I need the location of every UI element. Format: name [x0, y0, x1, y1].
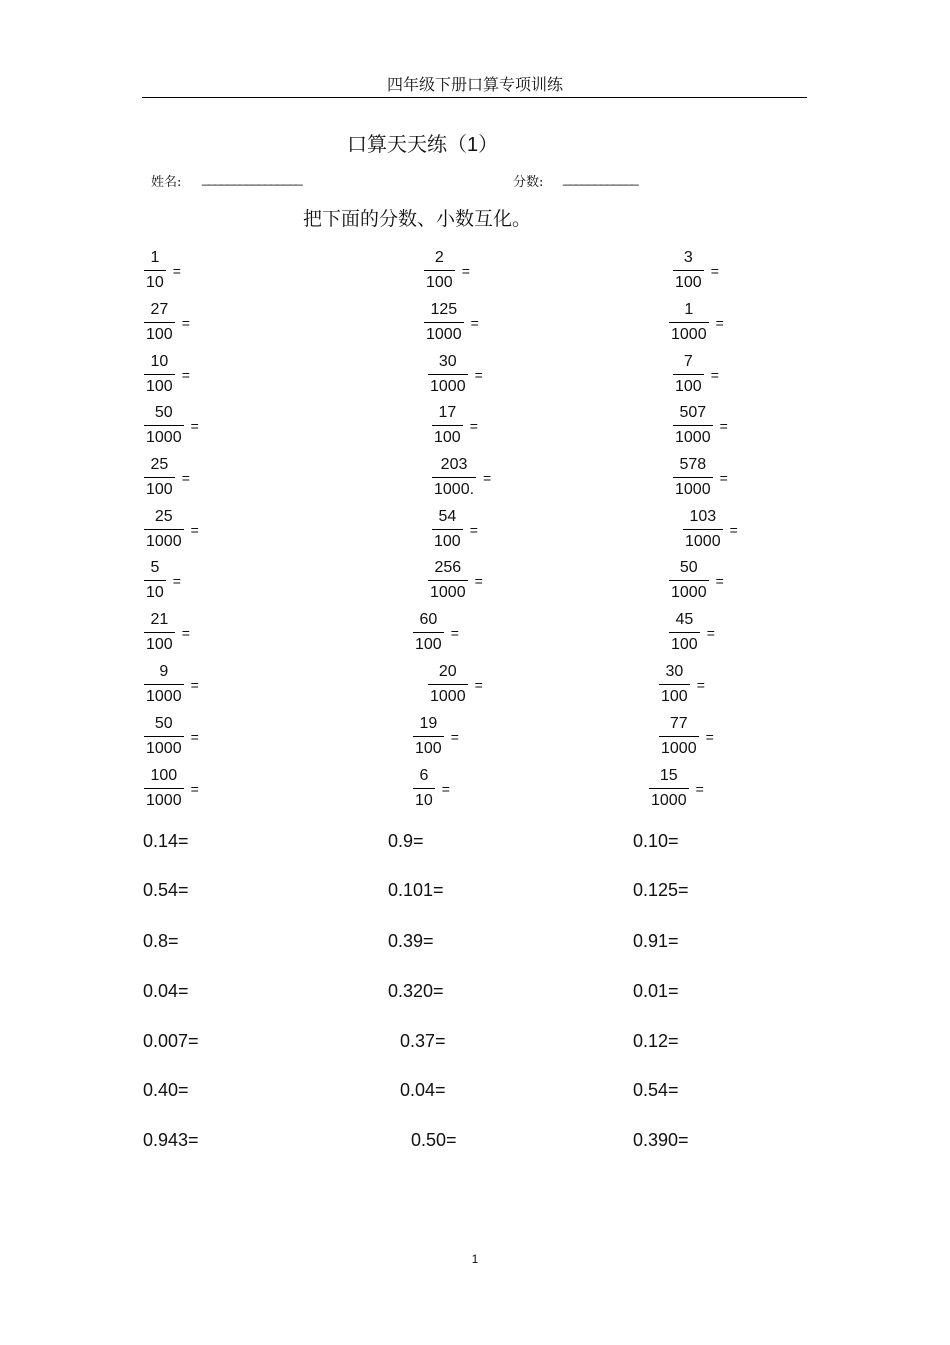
- name-blank[interactable]: ________________: [202, 171, 302, 186]
- header-rule: [142, 97, 807, 98]
- denominator: 100: [426, 274, 453, 291]
- equals-sign: =: [172, 263, 181, 279]
- numerator: 60: [419, 611, 438, 628]
- fraction: [424, 300, 464, 344]
- decimal-problem: 0.390=: [633, 1130, 689, 1150]
- fraction: [144, 766, 184, 810]
- fraction-problem: [432, 403, 478, 447]
- fraction: [428, 558, 468, 602]
- score-label: 分数:: [513, 175, 544, 190]
- fraction-bar: [669, 580, 709, 581]
- fraction-bar: [669, 632, 700, 633]
- fraction: [144, 507, 184, 551]
- fraction-bar: [413, 632, 444, 633]
- equals-sign: =: [483, 470, 492, 486]
- equals-sign: =: [706, 625, 715, 641]
- decimal-problem: 0.12=: [633, 1031, 679, 1051]
- numerator: 30: [438, 353, 457, 370]
- fraction: [424, 248, 455, 292]
- numerator: 25: [154, 508, 173, 525]
- denominator: 100: [671, 636, 698, 653]
- equals-sign: =: [474, 677, 483, 693]
- equals-sign: =: [715, 315, 724, 331]
- equals-sign: =: [474, 367, 483, 383]
- decimal-problem: 0.10=: [633, 831, 679, 851]
- fraction-bar: [432, 425, 463, 426]
- denominator: 1000: [146, 740, 182, 757]
- fraction: [144, 248, 166, 292]
- numerator: 17: [438, 404, 457, 421]
- fraction-problem: [144, 714, 199, 758]
- fraction-problem: [432, 507, 478, 551]
- fraction: [432, 455, 476, 499]
- numerator: 54: [438, 508, 457, 525]
- fraction: [659, 714, 699, 758]
- fraction-bar: [144, 736, 184, 737]
- fraction-bar: [673, 425, 713, 426]
- fraction: [144, 300, 175, 344]
- decimal-problem: 0.320=: [388, 981, 444, 1001]
- denominator: 10: [146, 274, 164, 291]
- numerator: 578: [679, 456, 707, 473]
- equals-sign: =: [710, 263, 719, 279]
- fraction-bar: [673, 374, 704, 375]
- fraction-bar: [144, 425, 184, 426]
- fraction-bar: [673, 477, 713, 478]
- fraction-bar: [144, 632, 175, 633]
- numerator: 19: [419, 715, 438, 732]
- fraction-bar: [144, 529, 184, 530]
- fraction-problem: [144, 507, 199, 551]
- numerator: 25: [150, 456, 169, 473]
- fraction: [673, 455, 713, 499]
- decimal-problem: 0.54=: [143, 880, 189, 900]
- fraction-bar: [413, 788, 435, 789]
- page-number: 1: [471, 1252, 479, 1266]
- numerator: 1: [150, 249, 160, 266]
- fraction-problem: [659, 714, 714, 758]
- numerator: 507: [679, 404, 707, 421]
- fraction-problem: [144, 455, 190, 499]
- numerator: 21: [150, 611, 169, 628]
- numerator: 50: [154, 715, 173, 732]
- fraction-problem: [428, 352, 483, 396]
- denominator: 1000: [430, 378, 466, 395]
- numerator: 1: [684, 301, 694, 318]
- fraction: [432, 507, 463, 551]
- fraction-bar: [428, 684, 468, 685]
- equals-sign: =: [710, 367, 719, 383]
- fraction-problem: [424, 248, 470, 292]
- fraction: [144, 352, 175, 396]
- numerator: 9: [159, 663, 169, 680]
- fraction-problem: [424, 300, 479, 344]
- denominator: 1000: [146, 688, 182, 705]
- decimal-problem: 0.91=: [633, 931, 679, 951]
- denominator: 1000: [430, 688, 466, 705]
- numerator: 125: [430, 301, 458, 318]
- denominator: 1000.: [434, 481, 475, 498]
- fraction-problem: [432, 455, 491, 499]
- denominator: 1000: [671, 326, 707, 343]
- denominator: 100: [675, 274, 702, 291]
- equals-sign: =: [190, 418, 199, 434]
- fraction: [673, 403, 713, 447]
- numerator: 6: [419, 767, 429, 784]
- fraction-bar: [144, 684, 184, 685]
- denominator: 10: [146, 584, 164, 601]
- decimal-problem: 0.50=: [411, 1130, 457, 1150]
- fraction-problem: [673, 352, 719, 396]
- fraction: [413, 766, 435, 810]
- numerator: 203: [440, 456, 468, 473]
- fraction: [669, 558, 709, 602]
- equals-sign: =: [190, 729, 199, 745]
- fraction-bar: [144, 580, 166, 581]
- denominator: 1000: [661, 740, 697, 757]
- fraction-bar: [144, 374, 175, 375]
- equals-sign: =: [441, 781, 450, 797]
- denominator: 100: [146, 636, 173, 653]
- numerator: 5: [150, 559, 160, 576]
- denominator: 100: [675, 378, 702, 395]
- decimal-problem: 0.04=: [143, 981, 189, 1001]
- fraction-problem: [428, 558, 483, 602]
- fraction-problem: [144, 662, 199, 706]
- fraction-bar: [428, 580, 468, 581]
- numerator: 77: [669, 715, 688, 732]
- fraction-bar: [659, 736, 699, 737]
- equals-sign: =: [715, 573, 724, 589]
- equals-sign: =: [181, 470, 190, 486]
- fraction-problem: [673, 403, 728, 447]
- numerator: 50: [154, 404, 173, 421]
- fraction: [649, 766, 689, 810]
- fraction: [144, 662, 184, 706]
- fraction: [669, 610, 700, 654]
- fraction-bar: [432, 529, 463, 530]
- decimal-problem: 0.40=: [143, 1080, 189, 1100]
- worksheet-title: 口算天天练（1）: [347, 134, 499, 156]
- fraction: [432, 403, 463, 447]
- equals-sign: =: [190, 677, 199, 693]
- numerator: 30: [665, 663, 684, 680]
- fraction-bar: [683, 529, 723, 530]
- fraction-problem: [144, 610, 190, 654]
- fraction-bar: [428, 374, 468, 375]
- denominator: 100: [146, 378, 173, 395]
- denominator: 1000: [146, 792, 182, 809]
- fraction-bar: [673, 270, 704, 271]
- decimal-problem: 0.101=: [388, 880, 444, 900]
- fraction-bar: [144, 322, 175, 323]
- numerator: 103: [689, 508, 717, 525]
- equals-sign: =: [696, 677, 705, 693]
- fraction-bar: [649, 788, 689, 789]
- denominator: 100: [415, 636, 442, 653]
- fraction-problem: [144, 248, 181, 292]
- fraction-problem: [428, 662, 483, 706]
- denominator: 1000: [685, 533, 721, 550]
- equals-sign: =: [469, 522, 478, 538]
- denominator: 100: [434, 429, 461, 446]
- equals-sign: =: [181, 315, 190, 331]
- decimal-problem: 0.14=: [143, 831, 189, 851]
- fraction: [428, 662, 468, 706]
- fraction-bar: [413, 736, 444, 737]
- fraction-bar: [144, 477, 175, 478]
- equals-sign: =: [695, 781, 704, 797]
- decimal-problem: 0.37=: [400, 1031, 446, 1051]
- denominator: 100: [415, 740, 442, 757]
- equals-sign: =: [729, 522, 738, 538]
- fraction-bar: [669, 322, 709, 323]
- fraction: [673, 352, 704, 396]
- numerator: 50: [679, 559, 698, 576]
- equals-sign: =: [461, 263, 470, 279]
- denominator: 100: [434, 533, 461, 550]
- fraction: [413, 610, 444, 654]
- equals-sign: =: [172, 573, 181, 589]
- fraction: [673, 248, 704, 292]
- denominator: 1000: [675, 429, 711, 446]
- numerator: 10: [150, 353, 169, 370]
- denominator: 1000: [146, 429, 182, 446]
- decimal-problem: 0.125=: [633, 880, 689, 900]
- fraction-problem: [669, 610, 715, 654]
- numerator: 2: [434, 249, 444, 266]
- fraction: [413, 714, 444, 758]
- numerator: 7: [683, 353, 693, 370]
- equals-sign: =: [181, 367, 190, 383]
- fraction-problem: [413, 766, 450, 810]
- equals-sign: =: [470, 315, 479, 331]
- fraction-bar: [144, 788, 184, 789]
- decimal-problem: 0.01=: [633, 981, 679, 1001]
- fraction-bar: [432, 477, 476, 478]
- decimal-problem: 0.943=: [143, 1130, 199, 1150]
- name-label: 姓名:: [151, 175, 182, 190]
- numerator: 100: [150, 767, 178, 784]
- equals-sign: =: [450, 625, 459, 641]
- fraction-problem: [144, 403, 199, 447]
- numerator: 256: [434, 559, 462, 576]
- fraction: [659, 662, 690, 706]
- numerator: 15: [659, 767, 678, 784]
- decimal-problem: 0.9=: [388, 831, 424, 851]
- decimal-problem: 0.04=: [400, 1080, 446, 1100]
- denominator: 100: [146, 481, 173, 498]
- decimal-problem: 0.007=: [143, 1031, 199, 1051]
- fraction-problem: [659, 662, 705, 706]
- fraction-bar: [424, 322, 464, 323]
- fraction: [144, 403, 184, 447]
- decimal-problem: 0.54=: [633, 1080, 679, 1100]
- header-title: 四年级下册口算专项训练: [386, 75, 563, 94]
- denominator: 1000: [146, 533, 182, 550]
- fraction: [683, 507, 723, 551]
- instruction: 把下面的分数、小数互化。: [303, 209, 532, 230]
- equals-sign: =: [719, 470, 728, 486]
- fraction: [669, 300, 709, 344]
- equals-sign: =: [474, 573, 483, 589]
- fraction-problem: [673, 455, 728, 499]
- equals-sign: =: [469, 418, 478, 434]
- numerator: 45: [675, 611, 694, 628]
- fraction-problem: [673, 248, 719, 292]
- numerator: 3: [683, 249, 693, 266]
- equals-sign: =: [719, 418, 728, 434]
- denominator: 1000: [430, 584, 466, 601]
- denominator: 100: [661, 688, 688, 705]
- denominator: 100: [146, 326, 173, 343]
- denominator: 1000: [675, 481, 711, 498]
- fraction-problem: [413, 610, 459, 654]
- fraction: [144, 610, 175, 654]
- denominator: 10: [415, 792, 433, 809]
- equals-sign: =: [190, 781, 199, 797]
- fraction-bar: [424, 270, 455, 271]
- fraction-problem: [144, 766, 199, 810]
- fraction-problem: [144, 558, 181, 602]
- denominator: 1000: [671, 584, 707, 601]
- decimal-problem: 0.8=: [143, 931, 179, 951]
- equals-sign: =: [450, 729, 459, 745]
- fraction-problem: [669, 558, 724, 602]
- equals-sign: =: [705, 729, 714, 745]
- fraction-problem: [144, 300, 190, 344]
- fraction-problem: [683, 507, 738, 551]
- score-blank[interactable]: ____________: [563, 171, 638, 186]
- fraction: [428, 352, 468, 396]
- equals-sign: =: [190, 522, 199, 538]
- denominator: 1000: [651, 792, 687, 809]
- decimal-problem: 0.39=: [388, 931, 434, 951]
- fraction-problem: [649, 766, 704, 810]
- fraction: [144, 558, 166, 602]
- fraction: [144, 714, 184, 758]
- numerator: 27: [150, 301, 169, 318]
- denominator: 1000: [426, 326, 462, 343]
- fraction-problem: [669, 300, 724, 344]
- equals-sign: =: [181, 625, 190, 641]
- fraction-bar: [144, 270, 166, 271]
- fraction-problem: [413, 714, 459, 758]
- fraction: [144, 455, 175, 499]
- numerator: 20: [438, 663, 457, 680]
- fraction-bar: [659, 684, 690, 685]
- fraction-problem: [144, 352, 190, 396]
